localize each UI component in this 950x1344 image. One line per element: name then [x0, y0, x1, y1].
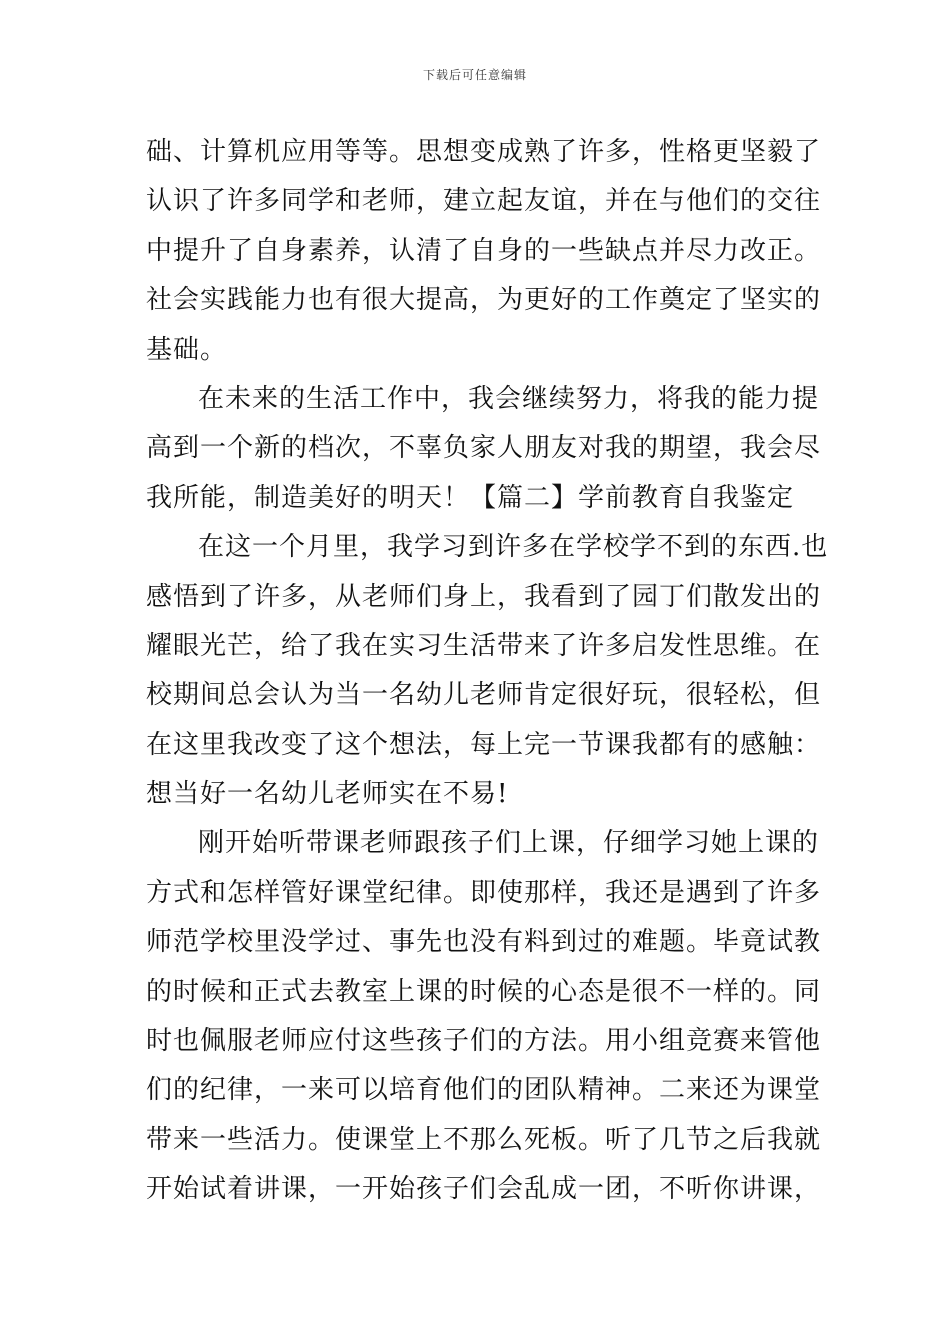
text-line: 耀眼光芒，给了我在实习生活带来了许多启发性思维。在 [146, 630, 822, 661]
document-body [146, 128, 829, 1215]
text-line: 感悟到了许多，从老师们身上，我看到了园丁们散发出的 [146, 581, 822, 612]
text-line: 们的纪律，一来可以培育他们的团队精神。二来还为课堂 [146, 1075, 822, 1106]
text-line: 基础。 [146, 334, 228, 365]
text-line: 校期间总会认为当一名幼儿老师肯定很好玩，很轻松，但 [146, 680, 822, 711]
text-line: 我所能，制造美好的明天！【篇二】学前教育自我鉴定 [146, 482, 795, 513]
text-line: 高到一个新的档次，不辜负家人朋友对我的期望，我会尽 [146, 433, 822, 464]
text-line: 中提升了自身素养，认清了自身的一些缺点并尽力改正。 [146, 235, 822, 266]
text-line: 开始试着讲课，一开始孩子们会乱成一团，不听你讲课， [146, 1174, 822, 1205]
text-line: 在这一个月里，我学习到许多在学校学不到的东西.也 [198, 532, 829, 563]
text-line: 在这里我改变了这个想法，每上完一节课我都有的感触： [146, 729, 822, 760]
text-line: 础、计算机应用等等。思想变成熟了许多，性格更坚毅了 [146, 137, 822, 167]
text-line: 刚开始听带课老师跟孩子们上课，仔细学习她上课的 [198, 828, 820, 859]
text-line: 时也佩服老师应付这些孩子们的方法。用小组竞赛来管他 [146, 1026, 822, 1057]
text-line: 想当好一名幼儿老师实在不易! [146, 779, 509, 810]
text-line: 社会实践能力也有很大提高，为更好的工作奠定了坚实的 [146, 285, 822, 316]
text-line: 的时候和正式去教室上课的时候的心态是很不一样的。同 [146, 976, 822, 1007]
text-line: 认识了许多同学和老师，建立起友谊，并在与他们的交往 [146, 186, 822, 217]
text-line: 方式和怎样管好课堂纪律。即使那样，我还是遇到了许多 [146, 877, 822, 908]
text-line: 带来一些活力。使课堂上不那么死板。听了几节之后我就 [146, 1124, 822, 1155]
page-header: 下载后可任意编辑 [422, 68, 527, 82]
text-line: 在未来的生活工作中，我会继续努力，将我的能力提 [198, 383, 820, 414]
text-line: 师范学校里没学过、事先也没有料到过的难题。毕竟试教 [146, 927, 822, 958]
